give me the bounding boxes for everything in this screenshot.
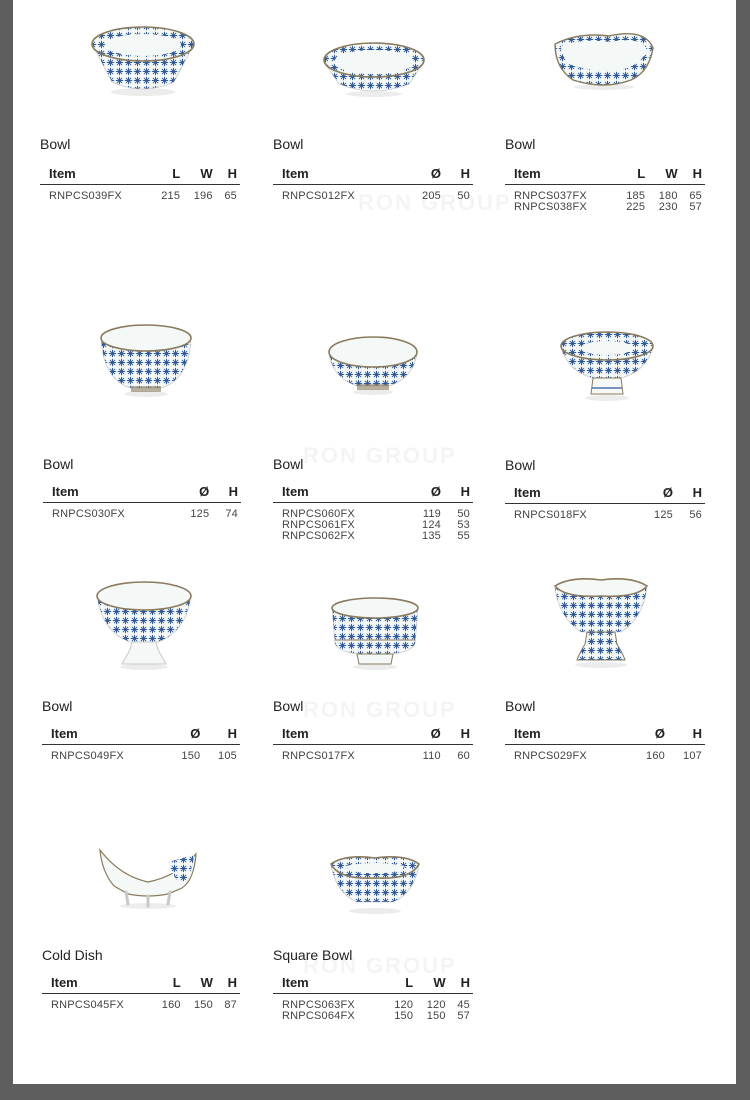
- column-header: Item: [43, 482, 174, 503]
- spec-table: [505, 483, 705, 521]
- dimension-value: 215: [161, 190, 181, 202]
- table-row: [505, 185, 705, 203]
- dimension-value: 56: [689, 509, 702, 521]
- column-header: Item: [40, 164, 151, 185]
- column-header: Item: [505, 164, 616, 185]
- product-title: Bowl: [273, 456, 304, 472]
- spec-table: [42, 973, 240, 1011]
- dimension-value: 205: [422, 190, 441, 202]
- column-header: H: [444, 164, 473, 185]
- column-header: W: [416, 973, 449, 994]
- spec-table: [505, 724, 705, 762]
- product-title: Bowl: [505, 457, 536, 473]
- column-header: Item: [273, 164, 405, 185]
- cylinder-bowl-icon: [329, 596, 421, 672]
- column-header: Ø: [405, 482, 444, 503]
- table-row: [505, 202, 705, 213]
- product-title: Bowl: [273, 698, 304, 714]
- item-code: RNPCS064FX: [282, 1010, 355, 1022]
- table-row: [43, 503, 241, 521]
- dimension-value: 105: [218, 750, 237, 762]
- shallow-bowl-icon: [321, 36, 427, 98]
- dimension-value: 65: [224, 190, 237, 202]
- dimension-value: 74: [225, 508, 238, 520]
- spec-table: [273, 724, 473, 762]
- dimension-value: 65: [689, 190, 702, 202]
- dimension-value: 160: [161, 999, 181, 1011]
- item-code: RNPCS017FX: [282, 750, 355, 762]
- catalog-sheet: [13, 0, 736, 1084]
- item-code: RNPCS039FX: [49, 190, 122, 202]
- column-header: L: [384, 973, 417, 994]
- dimension-value: 53: [457, 519, 470, 531]
- column-header: H: [212, 482, 241, 503]
- dimension-value: 120: [426, 999, 446, 1011]
- column-header: H: [444, 482, 473, 503]
- spec-table: [505, 164, 705, 213]
- table-row: [505, 504, 705, 522]
- item-code: RNPCS018FX: [514, 509, 587, 521]
- product-title: Bowl: [505, 136, 536, 152]
- dimension-value: 55: [457, 530, 470, 542]
- column-header: Item: [273, 724, 406, 745]
- column-header: W: [648, 164, 681, 185]
- product-title: Bowl: [505, 698, 536, 714]
- dimension-value: 60: [457, 750, 470, 762]
- item-code: RNPCS062FX: [282, 530, 355, 542]
- product-title: Bowl: [42, 698, 73, 714]
- footed-bowl-icon: [559, 330, 655, 402]
- column-header: H: [449, 973, 473, 994]
- spec-table: [273, 164, 473, 202]
- product-title: Bowl: [273, 136, 304, 152]
- dimension-value: 57: [457, 1010, 470, 1022]
- column-header: Item: [505, 483, 637, 504]
- square-pedestal-bowl-icon: [551, 574, 651, 670]
- dimension-value: 125: [190, 508, 210, 520]
- item-code: RNPCS037FX: [514, 190, 587, 202]
- dimension-value: 150: [426, 1010, 446, 1022]
- column-header: Ø: [174, 482, 212, 503]
- column-header: Ø: [406, 724, 444, 745]
- dimension-value: 230: [658, 201, 678, 213]
- watermark: [303, 697, 457, 723]
- product-title: Bowl: [43, 456, 74, 472]
- product-title: Cold Dish: [42, 947, 103, 963]
- table-row: [273, 185, 473, 203]
- column-header: Item: [505, 724, 631, 745]
- item-code: RNPCS029FX: [514, 750, 587, 762]
- table-row: [505, 745, 705, 763]
- column-header: Ø: [405, 164, 444, 185]
- column-header: Ø: [631, 724, 668, 745]
- column-header: L: [616, 164, 649, 185]
- product-title: Square Bowl: [273, 947, 353, 963]
- cold-dish-icon: [98, 846, 198, 912]
- item-code: RNPCS049FX: [51, 750, 124, 762]
- pedestal-bowl-icon: [94, 580, 194, 672]
- table-row: [273, 1011, 473, 1022]
- item-code: RNPCS012FX: [282, 190, 355, 202]
- dimension-value: 125: [654, 509, 673, 521]
- dimension-value: 150: [193, 999, 213, 1011]
- product-title: Bowl: [40, 136, 71, 152]
- item-code: RNPCS061FX: [282, 519, 355, 531]
- table-row: [40, 185, 240, 203]
- item-code: RNPCS038FX: [514, 201, 587, 213]
- dimension-value: 45: [457, 999, 470, 1011]
- dimension-value: 196: [193, 190, 213, 202]
- dimension-value: 185: [626, 190, 646, 202]
- column-header: Item: [273, 482, 405, 503]
- table-row: [273, 531, 473, 542]
- column-header: H: [681, 164, 705, 185]
- dimension-value: 87: [224, 999, 237, 1011]
- column-header: H: [676, 483, 705, 504]
- column-header: Item: [42, 973, 152, 994]
- column-header: Ø: [167, 724, 204, 745]
- dimension-value: 150: [394, 1010, 414, 1022]
- dimension-value: 57: [689, 201, 702, 213]
- rice-bowl-icon: [327, 334, 419, 396]
- dimension-value: 124: [422, 519, 441, 531]
- dimension-value: 160: [646, 750, 665, 762]
- oval-bowl-icon: [549, 26, 659, 92]
- column-header: Ø: [637, 483, 676, 504]
- deep-bowl-icon: [99, 322, 193, 398]
- item-code: RNPCS030FX: [52, 508, 125, 520]
- dimension-value: 107: [683, 750, 702, 762]
- dimension-value: 180: [658, 190, 678, 202]
- column-header: Item: [42, 724, 167, 745]
- table-row: [273, 745, 473, 763]
- item-code: RNPCS045FX: [51, 999, 124, 1011]
- square-bowl-icon: [327, 852, 423, 916]
- column-header: H: [668, 724, 705, 745]
- dimension-value: 150: [181, 750, 201, 762]
- column-header: H: [216, 973, 240, 994]
- spec-table: [40, 164, 240, 202]
- column-header: W: [184, 973, 216, 994]
- dimension-value: 225: [626, 201, 646, 213]
- dimension-value: 50: [457, 190, 470, 202]
- table-row: [42, 994, 240, 1012]
- column-header: W: [183, 164, 216, 185]
- column-header: H: [444, 724, 473, 745]
- item-code: RNPCS060FX: [282, 508, 355, 520]
- dimension-value: 119: [422, 508, 441, 520]
- column-header: Item: [273, 973, 384, 994]
- dimension-value: 50: [457, 508, 470, 520]
- column-header: H: [203, 724, 240, 745]
- dimension-value: 135: [422, 530, 441, 542]
- spec-table: [43, 482, 241, 520]
- spec-table: [273, 482, 473, 542]
- table-row: [273, 994, 473, 1012]
- column-header: H: [216, 164, 240, 185]
- spec-table: [273, 973, 473, 1022]
- column-header: L: [152, 973, 184, 994]
- dimension-value: 110: [422, 750, 441, 762]
- conical-bowl-icon: [88, 22, 198, 98]
- table-row: [42, 745, 240, 763]
- item-code: RNPCS063FX: [282, 999, 355, 1011]
- dimension-value: 120: [394, 999, 414, 1011]
- column-header: L: [151, 164, 184, 185]
- watermark: [303, 443, 457, 469]
- table-row: [273, 503, 473, 521]
- spec-table: [42, 724, 240, 762]
